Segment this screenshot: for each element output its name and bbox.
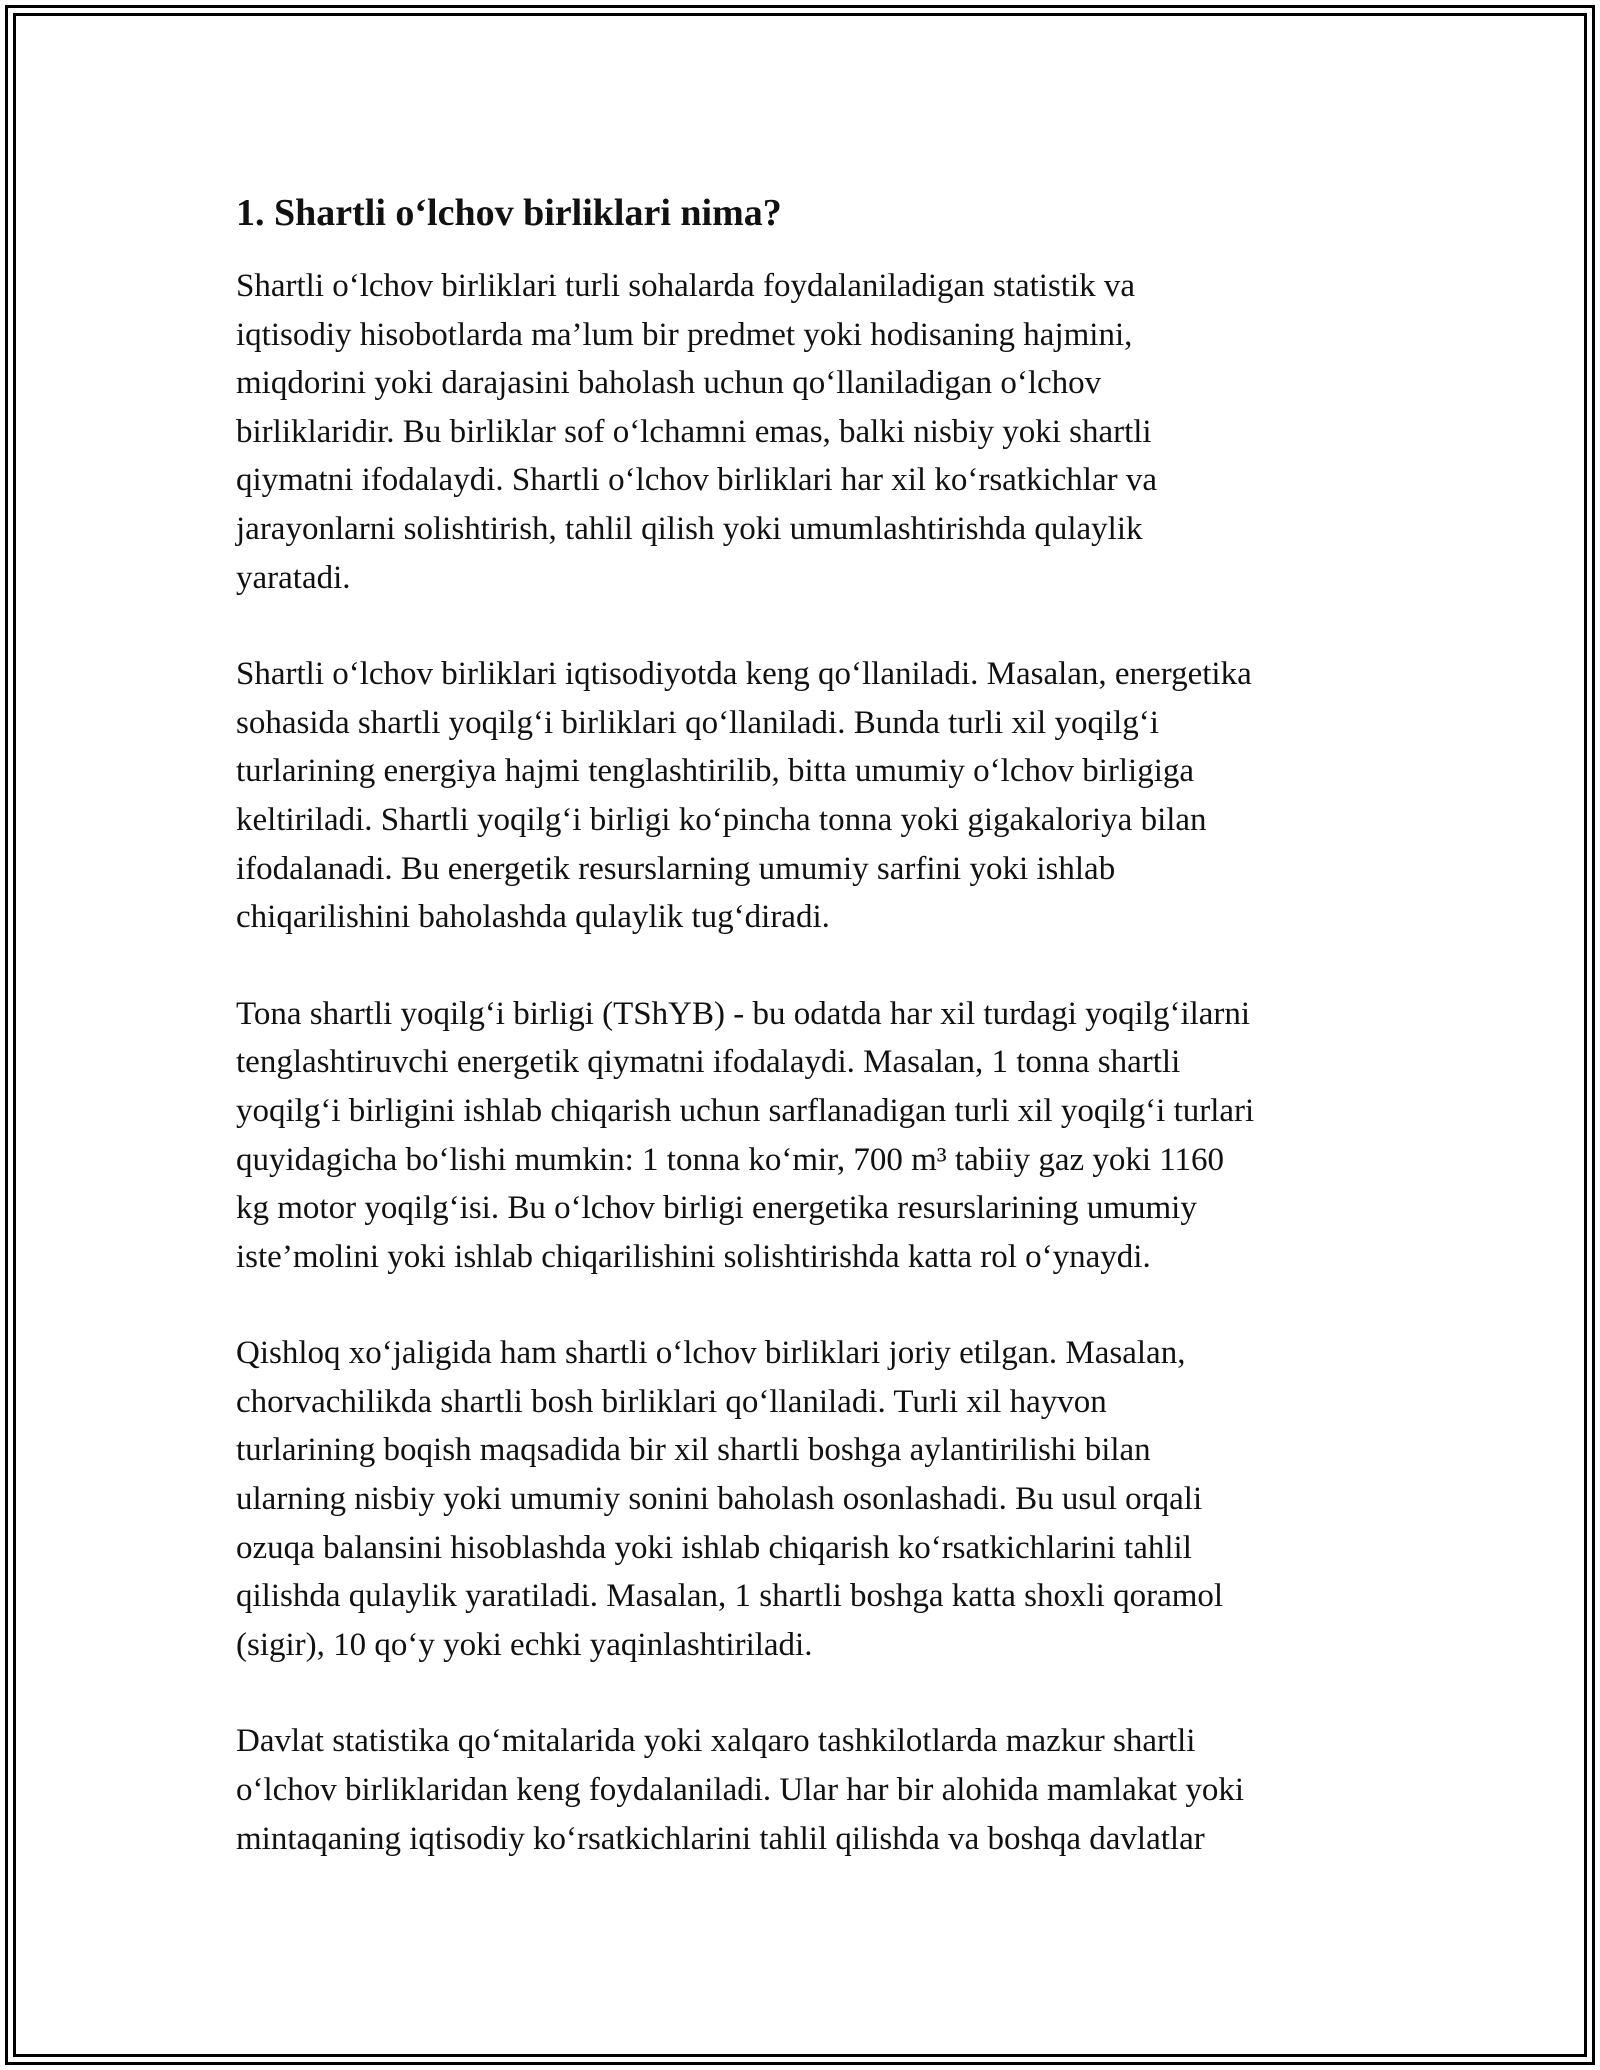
text-line: iste’molini yoki ishlab chiqarilishini solishtirishda katta rol o‘ynaydi. [236,1238,1151,1275]
text-line: iqtisodiy hisobotlarda ma’lum bir predmet yoki hodisaning hajmini, [236,316,1133,353]
text-line: birliklaridir. Bu birliklar sof o‘lchamni emas, balki nisbiy yoki shartli [236,413,1152,450]
text-line: mintaqaning iqtisodiy ko‘rsatkichlarini tahlil qilishda va boshqa davlatlar [236,1820,1205,1857]
text-line: keltiriladi. Shartli yoqilg‘i birligi ko‘pincha tonna yoki gigakaloriya bilan [236,801,1207,838]
paragraph-definition [236,262,1376,602]
section-heading: 1. Shartli o‘lchov birliklari nima? [236,192,782,234]
text-line: qiymatni ifodalaydi. Shartli o‘lchov birliklari har xil ko‘rsatkichlar va [236,462,1158,499]
text-line: ifodalanadi. Bu energetik resurslarning umumiy sarfini yoki ishlab [236,850,1116,887]
text-line: jarayonlarni solishtirish, tahlil qilish yoki umumlashtirishda qulaylik [236,510,1143,547]
document-body [236,186,1376,1863]
text-line: kg motor yoqilg‘isi. Bu o‘lchov birligi energetika resurslarining umumiy [236,1190,1197,1227]
paragraph-statistics [236,1717,1376,1863]
paragraph-fuel-unit [236,990,1376,1282]
text-line: Shartli o‘lchov birliklari turli sohalarda foydalaniladigan statistik va [236,268,1136,304]
text-line: miqdorini yoki darajasini baholash uchun qo‘llaniladigan o‘lchov [236,365,1102,402]
text-line: chiqarilishini baholashda qulaylik tug‘diradi. [236,899,830,936]
text-line: turlarining boqish maqsadida bir xil shartli boshga aylantirilishi bilan [236,1432,1151,1469]
text-line: tenglashtiruvchi energetik qiymatni ifodalaydi. Masalan, 1 tonna shartli [236,1044,1181,1081]
paragraph-energy [236,650,1376,942]
paragraph-agriculture [236,1329,1376,1669]
text-line: ularning nisbiy yoki umumiy sonini baholash osonlashadi. Bu usul orqali [236,1481,1203,1518]
text-line: Tona shartli yoqilg‘i birligi (TShYB) - bu odatda har xil turdagi yoqilg‘ilarni [236,995,1251,1032]
text-line: yoqilg‘i birligini ishlab chiqarish uchun sarflanadigan turli xil yoqilg‘i turlari [236,1092,1255,1129]
text-line: Davlat statistika qo‘mitalarida yoki xalqaro tashkilotlarda mazkur shartli [236,1723,1196,1760]
text-line: ozuqa balansini hisoblashda yoki ishlab chiqarish ko‘rsatkichlarini tahlil [236,1529,1192,1566]
text-line: yaratadi. [236,559,351,596]
text-line: sohasida shartli yoqilg‘i birliklari qo‘llaniladi. Bunda turli xil yoqilg‘i [236,704,1159,741]
text-line: qilishda qulaylik yaratiladi. Masalan, 1 shartli boshga katta shoxli qoramol [236,1578,1224,1615]
text-line: o‘lchov birliklaridan keng foydalaniladi. Ular har bir alohida mamlakat yoki [236,1772,1245,1809]
text-line: Shartli o‘lchov birliklari iqtisodiyotda keng qo‘llaniladi. Masalan, energetika [236,656,1252,693]
text-line: turlarining energiya hajmi tenglashtirilib, bitta umumiy o‘lchov birligiga [236,753,1195,790]
text-line: chorvachilikda shartli bosh birliklari qo‘llaniladi. Turli xil hayvon [236,1383,1107,1420]
text-line: quyidagicha bo‘lishi mumkin: 1 tonna ko‘mir, 700 m³ tabiiy gaz yoki 1160 [236,1141,1225,1178]
text-line: Qishloq xo‘jaligida ham shartli o‘lchov birliklari joriy etilgan. Masalan, [236,1335,1186,1372]
text-line: (sigir), 10 qo‘y yoki echki yaqinlashtiriladi. [236,1626,813,1663]
